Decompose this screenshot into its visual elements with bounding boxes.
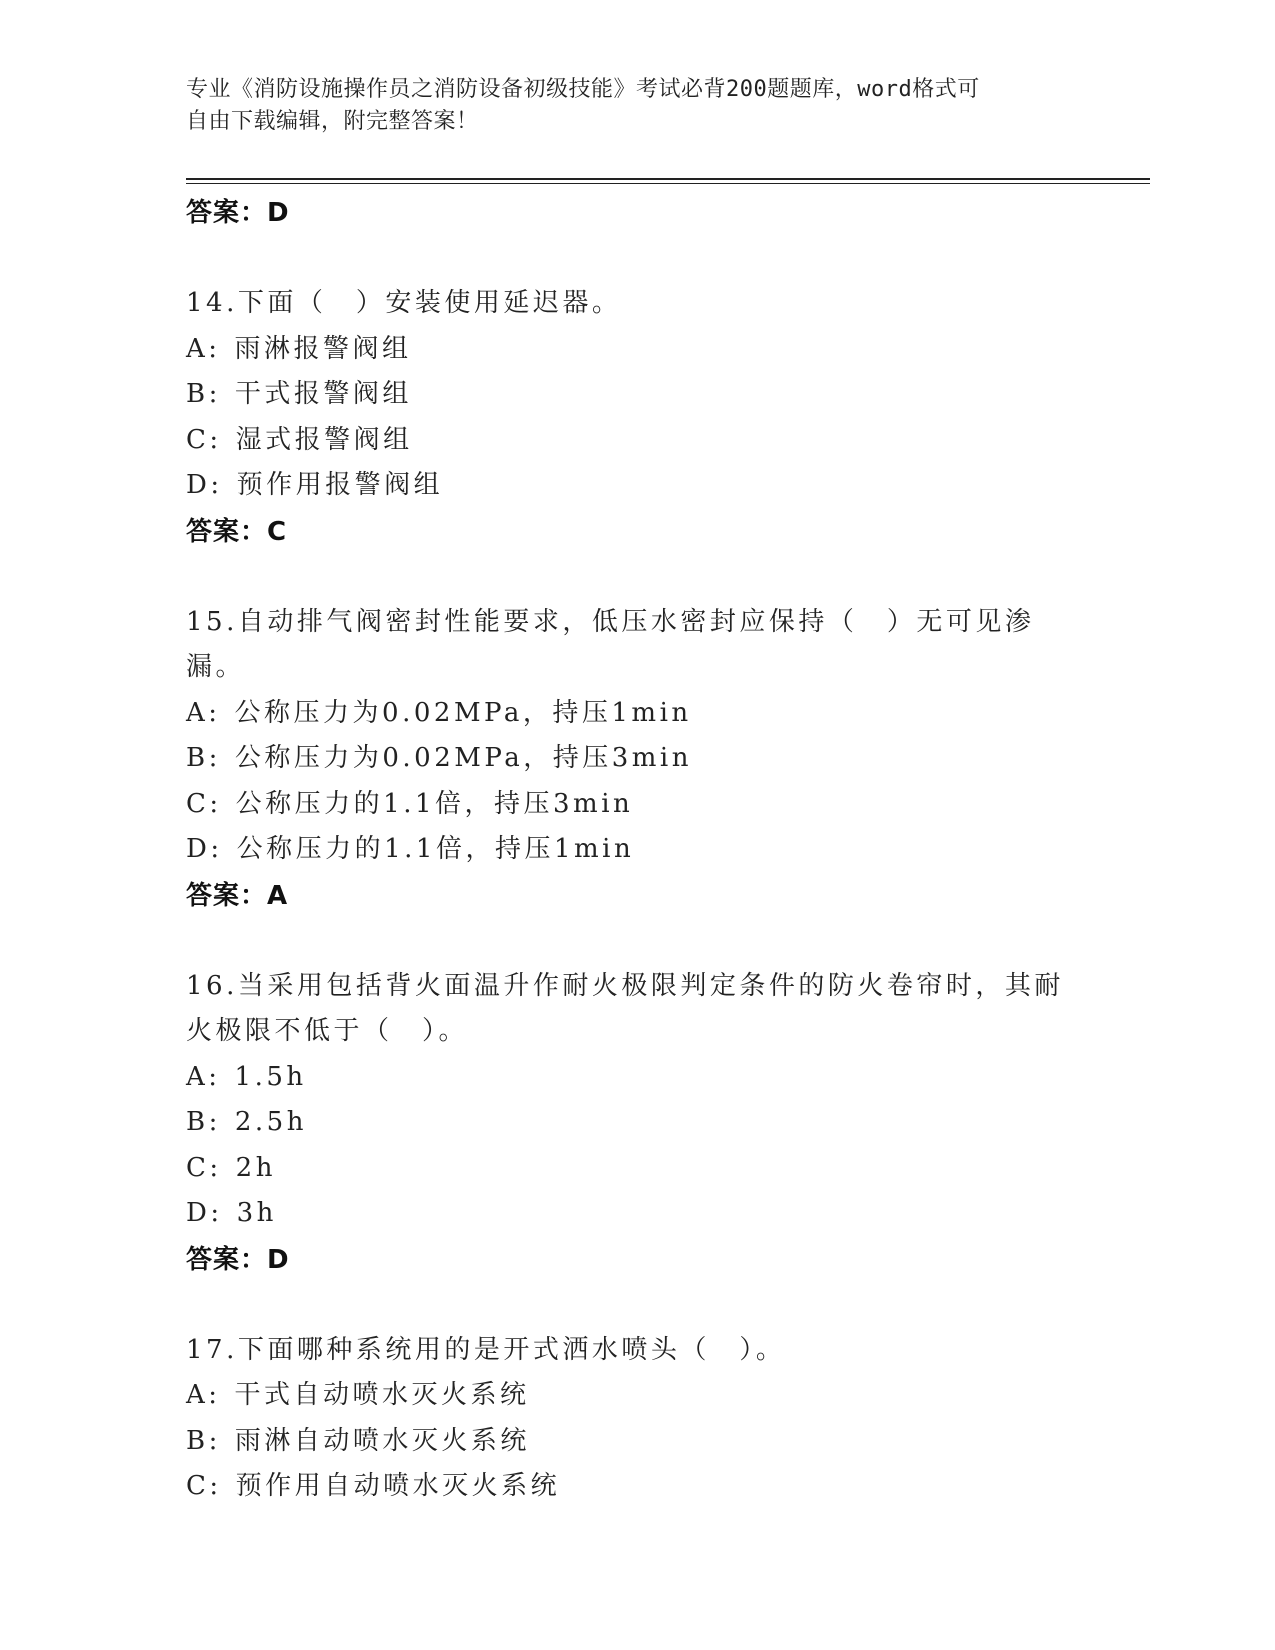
option-d	[186, 827, 1086, 873]
option-b	[186, 736, 1086, 782]
option-text: 公称压力的1.1倍，持压1min	[236, 834, 635, 864]
answer-line: 答案：C	[186, 516, 288, 547]
question-text: 14.下面（ ）安装使用延迟器。	[186, 288, 622, 318]
option-text: 干式报警阀组	[234, 379, 412, 409]
question-list	[186, 190, 1086, 1510]
option-b	[186, 1100, 1086, 1146]
option-text: 公称压力为0.02MPa，持压3min	[234, 743, 692, 773]
option-letter: C:	[186, 1471, 222, 1501]
header-line-1: 专业《消防设施操作员之消防设备初级技能》考试必背200题题库，word格式可	[186, 77, 980, 102]
option-a	[186, 1055, 1086, 1101]
option-b	[186, 372, 1086, 418]
answer-line: 答案：A	[186, 880, 289, 911]
option-letter: B:	[186, 743, 221, 773]
option-text: 公称压力为0.02MPa，持压1min	[234, 697, 692, 728]
option-c	[186, 782, 1086, 828]
option-letter: A:	[186, 1380, 221, 1410]
option-d	[186, 463, 1086, 509]
option-text: 3h	[236, 1198, 277, 1228]
option-letter: B:	[186, 379, 221, 409]
page-header	[186, 74, 1066, 138]
option-text: 预作用报警阀组	[236, 470, 444, 500]
option-text: 雨淋自动喷水灭火系统	[234, 1425, 530, 1456]
option-letter: D:	[186, 470, 223, 500]
previous-question-answer: 答案：D	[186, 198, 290, 228]
option-letter: D:	[186, 834, 223, 864]
option-letter: C:	[186, 788, 222, 819]
option-letter: A:	[186, 333, 221, 364]
question-text: 15.自动排气阀密封性能要求，低压水密封应保持（ ）无可见渗漏。	[186, 606, 1035, 682]
option-text: 预作用自动喷水灭火系统	[235, 1471, 561, 1501]
option-text: 公称压力的1.1倍，持压3min	[235, 788, 634, 819]
question-16	[186, 964, 1086, 1283]
option-text: 雨淋报警阀组	[234, 333, 412, 364]
header-divider-thick	[186, 178, 1150, 180]
answer-line: 答案：D	[186, 1244, 290, 1275]
option-letter: B:	[186, 1107, 221, 1137]
option-d	[186, 1191, 1086, 1237]
option-letter: A:	[186, 1061, 221, 1092]
option-text: 1.5h	[234, 1061, 307, 1092]
option-b	[186, 1419, 1086, 1465]
option-letter: D:	[186, 1198, 223, 1228]
question-17	[186, 1328, 1086, 1510]
header-line-2: 自由下载编辑，附完整答案！	[186, 109, 479, 134]
option-c	[186, 1146, 1086, 1192]
option-a	[186, 327, 1086, 373]
option-c	[186, 418, 1086, 464]
option-text: 2.5h	[234, 1107, 307, 1137]
question-15	[186, 600, 1086, 919]
option-c	[186, 1464, 1086, 1510]
option-letter: C:	[186, 1152, 222, 1183]
option-text: 湿式报警阀组	[235, 424, 413, 455]
option-a	[186, 1373, 1086, 1419]
option-a	[186, 691, 1086, 737]
option-text: 干式自动喷水灭火系统	[234, 1380, 530, 1410]
option-letter: C:	[186, 424, 222, 455]
question-text: 16.当采用包括背火面温升作耐火极限判定条件的防火卷帘时，其耐火极限不低于（ ）。	[186, 970, 1064, 1046]
question-text: 17.下面哪种系统用的是开式洒水喷头（ ）。	[186, 1334, 786, 1365]
question-14	[186, 281, 1086, 555]
option-letter: A:	[186, 697, 221, 728]
option-text: 2h	[235, 1152, 276, 1183]
header-divider-thin	[186, 183, 1150, 184]
option-letter: B:	[186, 1425, 221, 1456]
